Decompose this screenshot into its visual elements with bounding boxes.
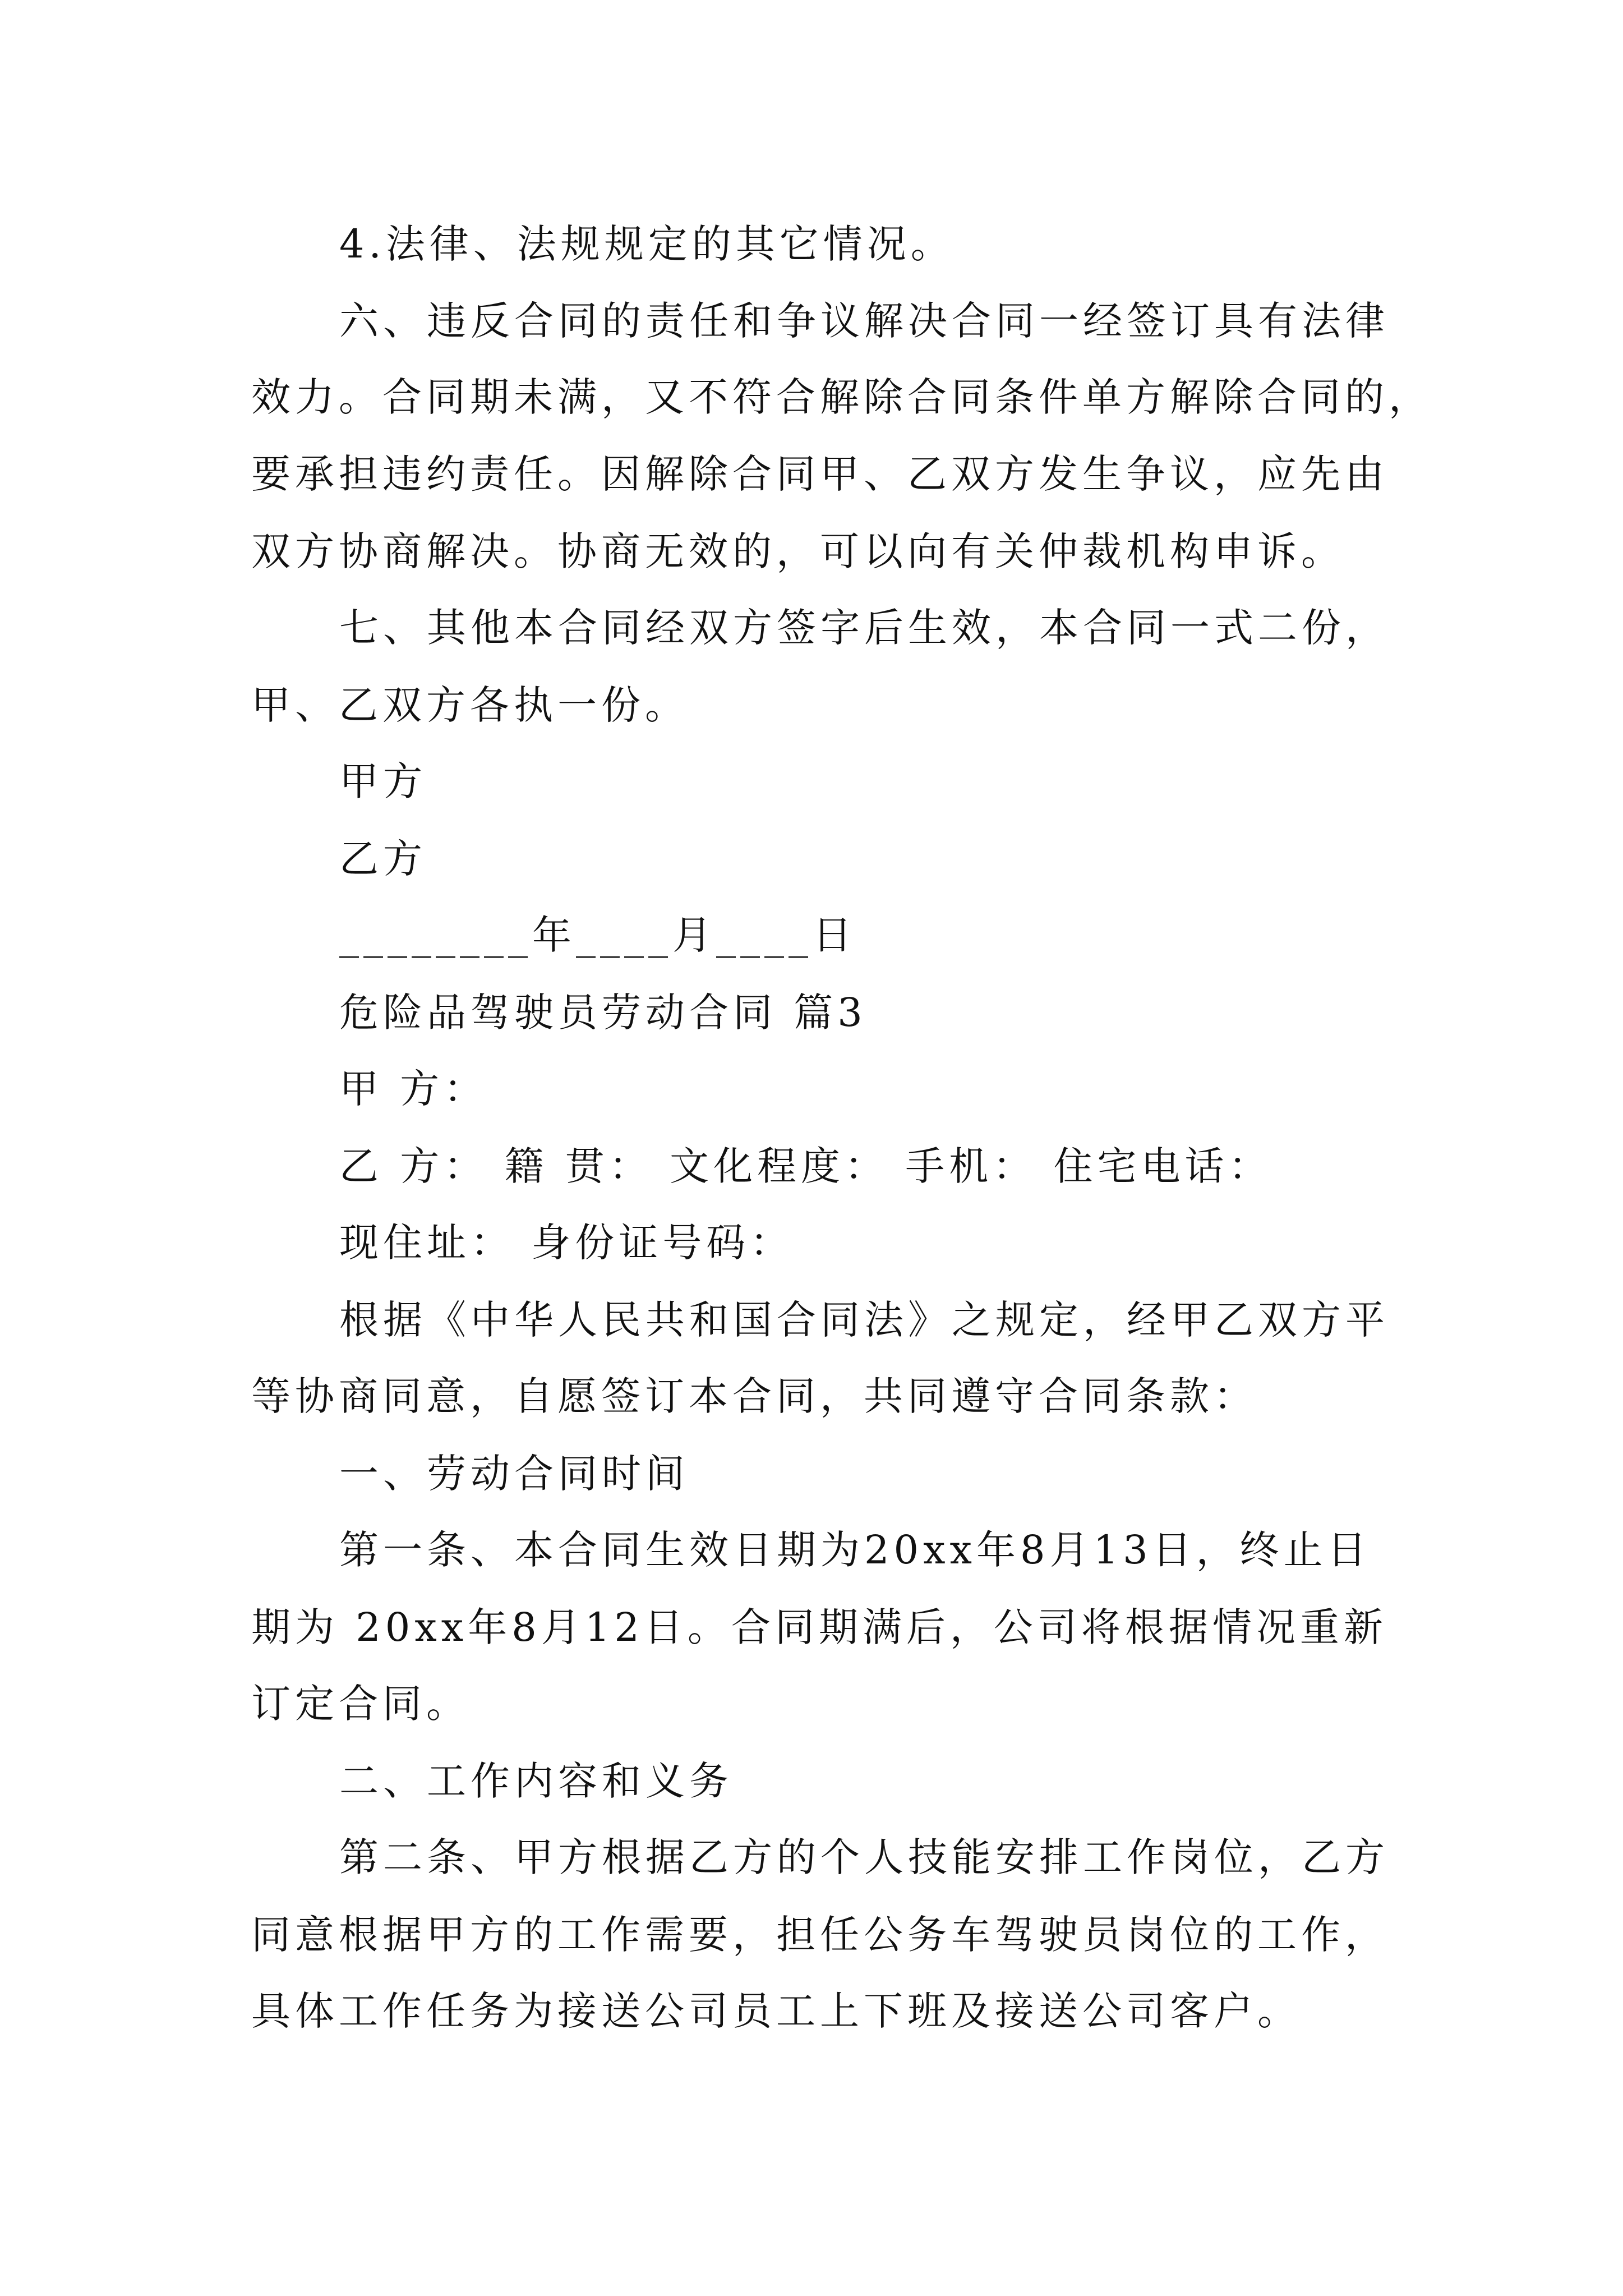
text-line: 甲、乙双方各执一份。 <box>251 682 689 728</box>
party-a-field: 甲 方： <box>339 1066 488 1112</box>
text-line: 效力。合同期未满，又不符合解除合同条件单方解除合同的， <box>251 374 1432 420</box>
text-line: 订定合同。 <box>251 1681 470 1727</box>
date-line: ________年____月____日 <box>339 912 856 958</box>
text-line: 双方协商解决。协商无效的，可以向有关仲裁机构申诉。 <box>251 528 1345 574</box>
party-b-fields: 乙 方： 籍 贯： 文化程度： 手机： 住宅电话： <box>339 1143 1272 1189</box>
text-line: 要承担违约责任。因解除合同甲、乙双方发生争议，应先由 <box>251 451 1389 497</box>
section-title: 危险品驾驶员劳动合同 篇3 <box>339 990 867 1036</box>
text-line: 具体工作任务为接送公司员工上下班及接送公司客户。 <box>251 1988 1301 2034</box>
text-line: 期为 20xx年8月12日。合同期满后，公司将根据情况重新 <box>251 1604 1387 1650</box>
text-line: 七、其他本合同经双方签字后生效，本合同一式二份， <box>339 605 1389 651</box>
text-line: 等协商同意，自愿签订本合同，共同遵守合同条款： <box>251 1373 1257 1419</box>
text-line: 第二条、甲方根据乙方的个人技能安排工作岗位，乙方 <box>339 1834 1389 1880</box>
clause-heading: 二、工作内容和义务 <box>339 1758 733 1804</box>
address-id-fields: 现住址： 身份证号码： <box>339 1220 794 1266</box>
clause-heading: 一、劳动合同时间 <box>339 1451 689 1497</box>
text-line: 根据《中华人民共和国合同法》之规定，经甲乙双方平 <box>339 1297 1389 1343</box>
text-line: 第一条、本合同生效日期为20xx年8月13日，终止日 <box>339 1527 1371 1573</box>
text-line: 4.法律、法规规定的其它情况。 <box>339 221 955 267</box>
signature-label-party-a: 甲方 <box>339 758 427 804</box>
text-line: 六、违反合同的责任和争议解决合同一经签订具有法律 <box>339 298 1389 344</box>
text-line: 同意根据甲方的工作需要，担任公务车驾驶员岗位的工作， <box>251 1912 1389 1958</box>
signature-label-party-b: 乙方 <box>339 836 427 882</box>
